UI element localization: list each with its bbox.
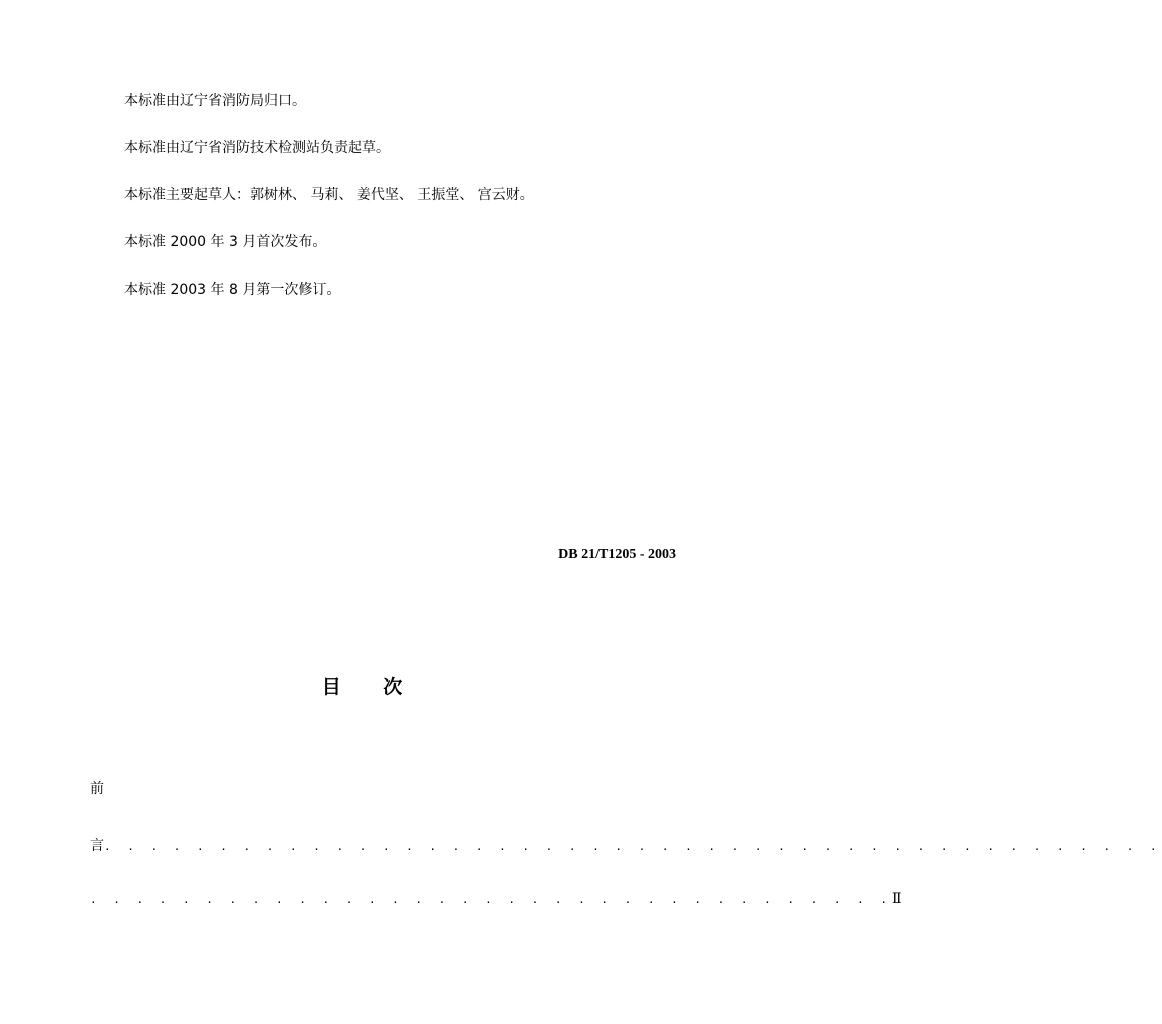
note-first-revision: 本标准 2003 年 8 月第一次修订。	[124, 282, 341, 298]
toc-entry-label-part2: 言	[90, 838, 104, 854]
toc-entry-line2[interactable]	[90, 891, 901, 908]
standard-code: DB 21/T1205 - 2003	[558, 547, 676, 562]
toc-leader-dots: . . . . . . . . . . . . . . . . . . . . . . . . . . . . . . . . . . . . . . . . . . . . . .	[104, 840, 1162, 853]
toc-entry-line1[interactable]	[90, 835, 1162, 855]
note-drafters: 本标准主要起草人：郭树林、 马莉、 姜代坚、 王振堂、 宫云财。	[124, 187, 534, 203]
note-drafting-unit: 本标准由辽宁省消防技术检测站负责起草。	[124, 140, 390, 156]
toc-page-number: Ⅱ	[891, 892, 902, 907]
toc-entry-label-part1: 前	[90, 781, 104, 797]
toc-title: 目 次	[321, 676, 421, 698]
note-first-release: 本标准 2000 年 3 月首次发布。	[124, 234, 327, 250]
toc-leader-dots: . . . . . . . . . . . . . . . . . . . . . . . . . . . . . . . . . . .	[90, 893, 892, 906]
note-responsible-body: 本标准由辽宁省消防局归口。	[124, 93, 306, 109]
